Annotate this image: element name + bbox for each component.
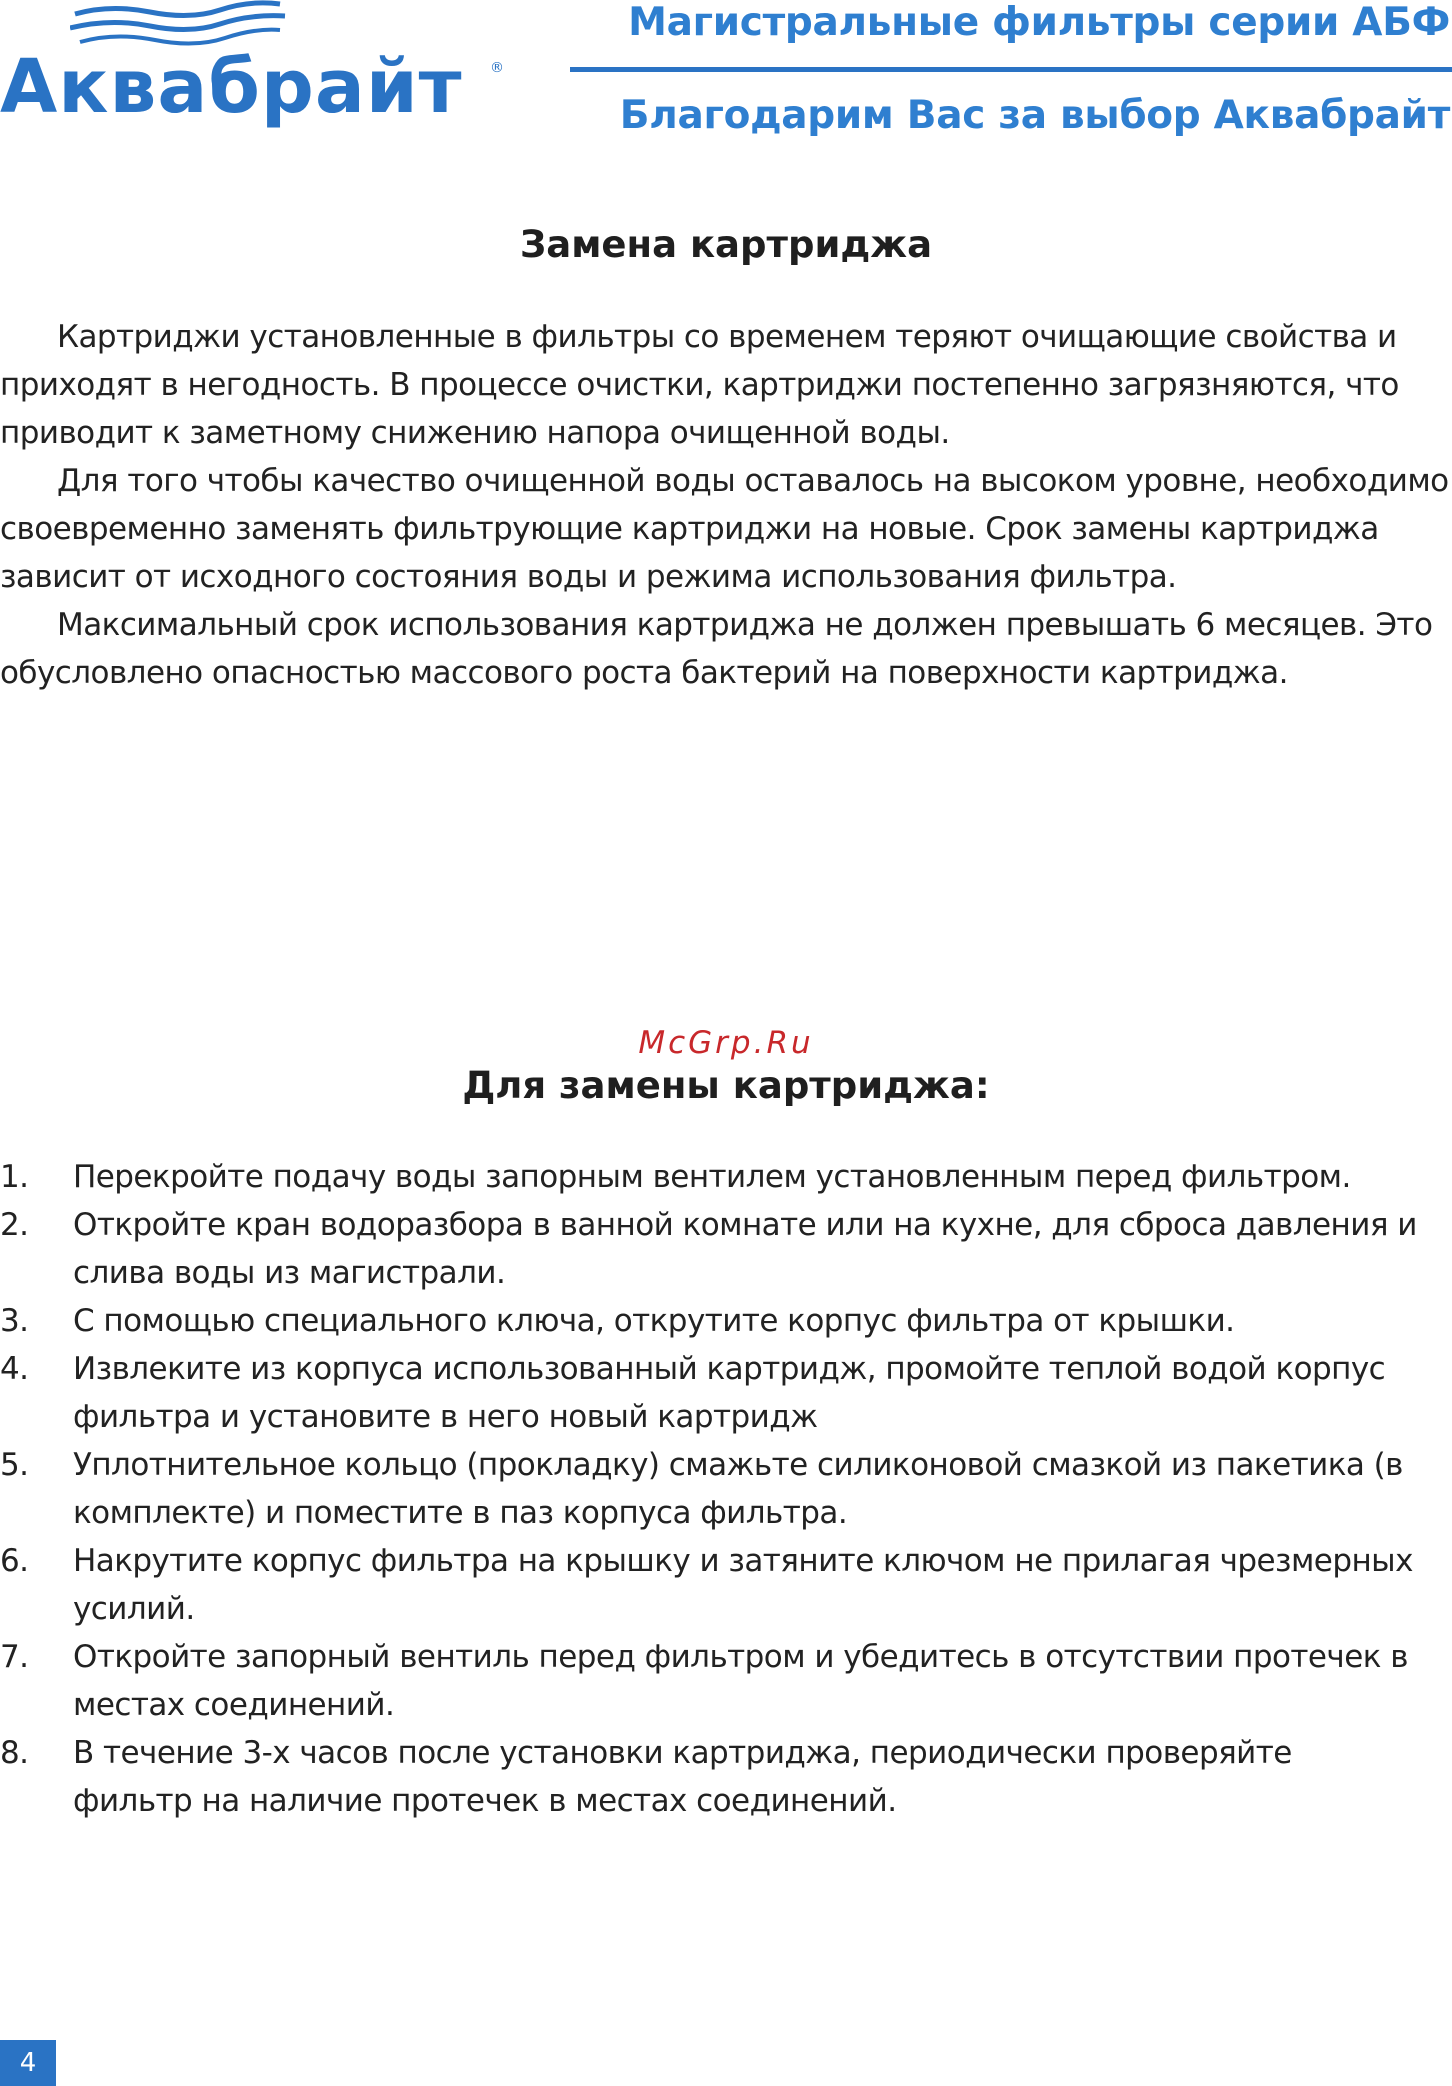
registered-mark: ® <box>490 60 504 76</box>
list-item <box>0 1537 1420 1633</box>
logo-wordmark: Аквабрайт <box>0 44 463 130</box>
step-number: 3. <box>0 1303 29 1339</box>
paragraph: Картриджи установленные в фильтры со временем теряют очищающие свойства и приходят в негодность. В процессе очистки, картриджи постепенно загрязняются, что приводит к заметному снижению напора очищенной воды. <box>0 319 1399 451</box>
step-number: 6. <box>0 1543 29 1579</box>
step-number: 2. <box>0 1207 29 1243</box>
step-text: Откройте кран водоразбора в ванной комнате или на кухне, для сброса давления и слива воды из магистрали. <box>73 1207 1417 1291</box>
list-item <box>0 1633 1420 1729</box>
step-text: В течение 3-х часов после установки картриджа, периодически проверяйте фильтр на наличие протечек в местах соединений. <box>73 1735 1292 1819</box>
list-item <box>0 1729 1420 1825</box>
step-text: Извлеките из корпуса использованный картридж, промойте теплой водой корпус фильтра и установите в него новый картридж <box>73 1351 1386 1435</box>
watermark: McGrp.Ru <box>638 1025 814 1061</box>
step-text: Перекройте подачу воды запорным вентилем установленным перед фильтром. <box>73 1159 1351 1195</box>
step-text: Уплотнительное кольцо (прокладку) смажьте силиконовой смазкой из пакетика (в комплекте) и поместите в паз корпуса фильтра. <box>73 1447 1403 1531</box>
section-heading-replacement: Замена картриджа <box>519 223 933 266</box>
paragraph: Максимальный срок использования картриджа не должен превышать 6 месяцев. Это обусловлено опасностью массового роста бактерий на поверхности картриджа. <box>0 607 1433 691</box>
page-number: 4 <box>0 2040 56 2086</box>
brand-logo <box>0 0 510 135</box>
step-text: С помощью специального ключа, открутите корпус фильтра от крышки. <box>73 1303 1235 1339</box>
paragraph: Для того чтобы качество очищенной воды оставалось на высоком уровне, необходимо своевременно заменять фильтрующие картриджи на новые. Срок замены картриджа зависит от исходного состояния воды и режима использования фильтра. <box>0 463 1449 595</box>
thanks-subtitle: Благодарим Вас за выбор Аквабрайт <box>619 93 1450 138</box>
list-item <box>0 1441 1420 1537</box>
header-divider <box>570 67 1452 72</box>
steps-list <box>0 1153 1420 1825</box>
intro-text <box>0 313 1450 697</box>
list-item <box>0 1297 1420 1345</box>
step-number: 8. <box>0 1735 29 1771</box>
step-number: 4. <box>0 1351 29 1387</box>
list-item <box>0 1153 1420 1201</box>
step-number: 7. <box>0 1639 29 1675</box>
step-number: 5. <box>0 1447 29 1483</box>
list-item <box>0 1201 1420 1297</box>
section-heading-steps: Для замены картриджа: <box>462 1064 990 1107</box>
step-number: 1. <box>0 1159 29 1195</box>
step-text: Откройте запорный вентиль перед фильтром и убедитесь в отсутствии протечек в местах соединений. <box>73 1639 1408 1723</box>
step-text: Накрутите корпус фильтра на крышку и затяните ключом не прилагая чрезмерных усилий. <box>73 1543 1413 1627</box>
series-title: Магистральные фильтры серии АБФ <box>628 0 1450 45</box>
list-item <box>0 1345 1420 1441</box>
